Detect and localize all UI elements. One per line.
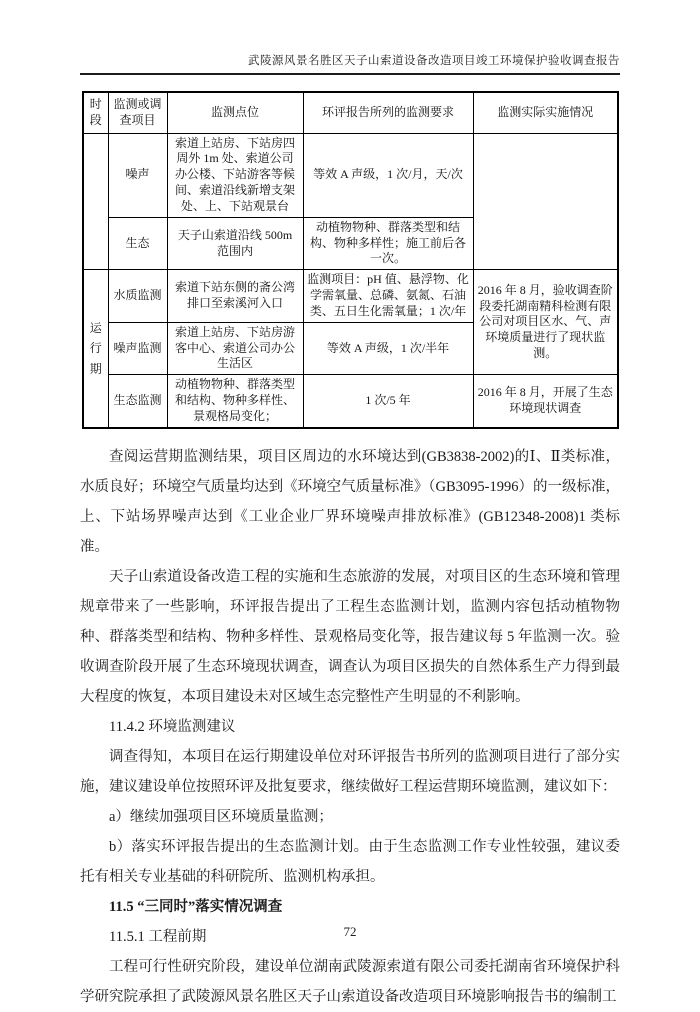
cell-item: 噪声 [108,133,167,217]
cell-requirement: 动植物物种、群落类型和结构、物种多样性；施工前后各一次。 [303,217,473,269]
page-number: 72 [343,924,357,939]
paragraph-suggestion-intro: 调查得知，本项目在运行期建设单位对环评报告书所列的监测项目进行了部分实施，建议建设单位按照环评及批复要求，继续做好工程运营期环境监测，建议如下： [80,748,620,795]
cell-item: 生态监测 [108,375,167,428]
heading-11-4-2: 11.4.2 环境监测建议 [109,718,236,735]
cell-location: 索道上站房、下站房游客中心、索道公司办公生活区 [167,322,303,374]
cell-period-construction [83,133,108,270]
cell-location: 索道下站东侧的斋公湾排口至索溪河入口 [167,270,303,322]
running-header: 武陵源风景名胜区天子山索道设备改造项目竣工环境保护验收调查报告 [80,52,620,75]
list-item-a: a）继续加强项目区环境质量监测； [109,808,333,825]
cell-actual: 2016 年 8 月，验收调查阶段委托湖南精科检测有限公司对项目区水、气、声环境质量进行了现状监测。 [473,270,618,375]
cell-item: 生态 [108,217,167,269]
table-row [83,270,618,322]
cell-requirement: 等效 A 声级，1 次/半年 [303,322,473,374]
cell-actual [473,133,618,270]
paragraph-eco-impact: 天子山索道设备改造工程的实施和生态旅游的发展，对项目区的生态环境和管理规章带来了一些影响，环评报告提出了工程生态监测计划，监测内容包括动植物物种、群落类型和结构、物种多样性、景观格局变化等，报告建议每 5 年监测一次。验收调查阶段开展了生态环境现状调查，调查认为项目区损失的自然体系生产力得到最大程度的恢复，本项目建设未对区域生态完整性产生明显的不利影响。 [80,568,620,705]
table-header-row [83,92,618,133]
cell-item: 噪声监测 [108,322,167,374]
table-row [83,133,618,217]
col-header-location: 监测点位 [167,92,303,133]
paragraph-monitoring-results: 查阅运营期监测结果，项目区周边的水环境达到(GB3838-2002)的Ⅰ、Ⅱ类标准，水质良好；环境空气质量均达到《环境空气质量标准》（GB3095-1996）的一级标准，上、下站场界噪声达到《工业企业厂界环境噪声排放标准》(GB12348-2008)1 类标准。 [80,448,620,555]
cell-location: 索道上站房、下站房四周外 1m 处、索道公司办公楼、下站游客等候间、索道沿线新增支架处、上、下站观景台 [167,133,303,217]
col-header-period: 时段 [83,92,108,133]
cell-location: 动植物物种、群落类型和结构、物种多样性、景观格局变化； [167,375,303,428]
col-header-actual: 监测实际实施情况 [473,92,618,133]
cell-requirement: 等效 A 声级，1 次/月，天/次 [303,133,473,217]
paragraph-feasibility: 工程可行性研究阶段，建设单位湖南武陵源索道有限公司委托湖南省环境保护科学研究院承担了武陵源风景名胜区天子山索道设备改造项目环境影响报告书的编制工 [80,958,620,1005]
cell-actual: 2016 年 8 月，开展了生态环境现状调查 [473,375,618,428]
table-row [83,375,618,428]
heading-11-5-1: 11.5.1 工程前期 [109,928,207,945]
cell-period-operation: 运行期 [83,270,108,428]
heading-11-5: 11.5 “三同时”落实情况调查 [109,898,283,915]
cell-requirement: 监测项目：pH 值、悬浮物、化学需氧量、总磷、氨氮、石油类、五日生化需氧量；1 次/年 [303,270,473,322]
col-header-item: 监测或调查项目 [108,92,167,133]
cell-requirement: 1 次/5 年 [303,375,473,428]
col-header-requirement: 环评报告所列的监测要求 [303,92,473,133]
cell-item: 水质监测 [108,270,167,322]
list-item-b: b）落实环评报告提出的生态监测计划。由于生态监测工作专业性较强，建议委托有相关专业基础的科研院所、监测机构承担。 [80,838,620,885]
cell-location: 天子山索道沿线 500m 范围内 [167,217,303,269]
monitoring-table [82,91,619,429]
